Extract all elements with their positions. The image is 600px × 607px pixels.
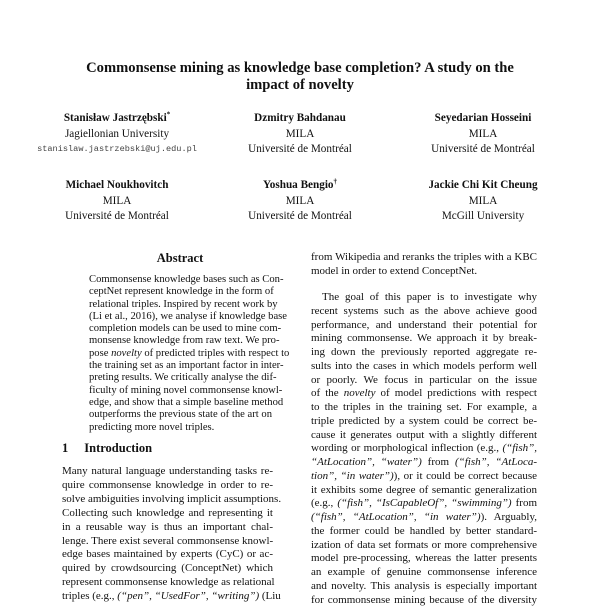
text-segment: edge bases maintained by experts (CyC) or ac- — [62, 548, 273, 560]
text-line — [89, 372, 272, 384]
text-line — [62, 590, 273, 604]
text-segment: ), or it could be correct because — [394, 470, 537, 482]
affiliation-mark: * — [167, 110, 171, 118]
right-paragraph-1 — [311, 251, 537, 278]
text-line — [311, 566, 537, 580]
paper-title — [0, 60, 600, 94]
affiliation-mark: † — [334, 177, 338, 185]
text-line — [89, 335, 272, 347]
text-line — [89, 397, 272, 409]
text-segment: performance, and understand their potential for — [311, 319, 537, 331]
text-line — [89, 409, 272, 421]
author-affiliation: Université de Montréal — [27, 209, 207, 225]
text-line — [311, 265, 537, 279]
author-name-text: Seyedarian Hosseini — [435, 112, 532, 124]
text-line — [311, 360, 537, 374]
title-line: impact of novelty — [0, 77, 600, 94]
author — [27, 111, 207, 158]
text-line — [311, 387, 537, 401]
text-segment: triples (e.g., — [62, 590, 117, 602]
text-line — [89, 422, 272, 434]
text-segment: (Li et al., 2016), we analyse if knowledge base — [89, 311, 287, 322]
text-line — [311, 332, 537, 346]
text-segment: in a reusable way is thus an important chal- — [62, 521, 273, 533]
author-affiliation: MILA — [210, 127, 390, 143]
text-line — [311, 374, 537, 388]
author-name — [27, 178, 207, 194]
text-segment: for commonsense mining because of the diversity — [311, 594, 537, 606]
text-line — [89, 299, 272, 311]
section-number: 1 — [62, 441, 68, 455]
text-line — [311, 525, 537, 539]
text-segment: quired by crowdsourcing (ConceptNet) which — [62, 562, 273, 574]
text-segment: mining commonsense. We approach it by break- — [311, 332, 537, 344]
section-title: Introduction — [84, 441, 152, 455]
abstract-heading: Abstract — [0, 251, 360, 266]
text-line — [62, 479, 273, 493]
text-line — [89, 323, 272, 335]
text-line — [62, 535, 273, 549]
right-paragraph-2 — [311, 291, 537, 607]
italic-text: (“fish”, “AtLocation”, “in water”) — [311, 511, 481, 523]
text-segment: monsense knowledge from raw text. We pro- — [89, 335, 279, 346]
text-line — [62, 493, 273, 507]
text-line — [89, 311, 272, 323]
text-line — [89, 360, 272, 372]
text-segment: an example of genuine commonsense inference — [311, 566, 537, 578]
author-name — [393, 111, 573, 127]
author — [393, 178, 573, 225]
author — [210, 178, 390, 225]
text-line — [311, 429, 537, 443]
text-segment: ization of data set formats or more comprehensive — [311, 539, 537, 551]
text-segment: preting results. We critically analyse the dif- — [89, 372, 277, 383]
italic-text: “AtLocation”, “water”) — [311, 456, 422, 468]
text-segment: ceptNet represent knowledge in the form of — [89, 286, 274, 297]
author-affiliation: MILA — [210, 194, 390, 210]
text-line — [311, 415, 537, 429]
text-segment: represent commonsense knowledge as relational — [62, 576, 275, 588]
text-line — [311, 319, 537, 333]
author-affiliation: Université de Montréal — [210, 209, 390, 225]
text-segment: ficulty of mining novel commonsense knowl- — [89, 385, 282, 396]
author — [27, 178, 207, 225]
text-segment: from — [422, 456, 455, 468]
italic-text: novelty — [111, 348, 142, 359]
author-email[interactable]: stanislaw.jastrzebski@uj.edu.pl — [27, 142, 207, 158]
italic-text: (“pen”, “UsedFor”, “writing”) — [117, 590, 259, 602]
text-segment: recent systems such as the above achieve good — [311, 305, 537, 317]
text-segment: model in order to extend ConceptNet. — [311, 265, 477, 277]
text-line — [311, 346, 537, 360]
text-line — [311, 470, 537, 484]
text-segment: the training set as an important factor in inter- — [89, 360, 284, 371]
text-segment: to the triples in the training set. For example, a — [311, 401, 537, 413]
text-segment: quire commonsense knowledge in order to re- — [62, 479, 273, 491]
author-name-text: Dzmitry Bahdanau — [254, 112, 346, 124]
author-affiliation: MILA — [27, 194, 207, 210]
author-name-text: Michael Noukhovitch — [66, 179, 169, 191]
text-line — [311, 580, 537, 594]
text-line — [89, 274, 272, 286]
text-segment: (Liu — [259, 590, 281, 602]
author-affiliation: Université de Montréal — [393, 142, 573, 158]
text-line — [89, 348, 272, 360]
title-line: Commonsense mining as knowledge base completion? A study on the — [0, 60, 600, 77]
italic-text: (“fish”, — [502, 442, 537, 454]
text-segment: of predicted triples with respect to — [142, 348, 290, 359]
text-line — [311, 539, 537, 553]
text-segment: outperforms the previous state of the art on — [89, 409, 272, 420]
author-name — [393, 178, 573, 194]
text-segment: predicting more novel triples. — [89, 422, 214, 433]
text-segment: it exhibits some degree of semantic generalization — [311, 484, 537, 496]
text-segment: completion models can be used to mine com- — [89, 323, 281, 334]
author-affiliation: MILA — [393, 127, 573, 143]
text-segment: Many natural language understanding tasks re- — [62, 465, 273, 477]
text-line — [311, 594, 537, 607]
italic-text: (“fish”, “IsCapableOf”, “swimming”) — [337, 497, 511, 509]
italic-text: novelty — [344, 387, 376, 399]
text-line — [311, 497, 537, 511]
text-segment: pose — [89, 348, 111, 359]
text-line — [62, 521, 273, 535]
author-name — [210, 178, 390, 194]
author — [210, 111, 390, 158]
text-segment: edge, and show that a simple baseline method — [89, 397, 283, 408]
text-line — [89, 385, 272, 397]
text-segment: wording or morphological inflection (e.g., — [311, 442, 502, 454]
text-segment: Collecting such knowledge and representing it — [62, 507, 273, 519]
italic-text: tion”, “in water”) — [311, 470, 394, 482]
text-segment: relational triples. Inspired by recent work by — [89, 299, 278, 310]
text-line — [311, 511, 537, 525]
text-segment: of the — [311, 387, 344, 399]
italic-text: (“fish”, “AtLoca- — [455, 456, 537, 468]
text-segment: of model predictions with respect — [375, 387, 537, 399]
section-heading-introduction — [62, 441, 152, 456]
text-line — [89, 286, 272, 298]
abstract-body — [89, 274, 272, 434]
text-line — [62, 465, 273, 479]
text-line — [311, 305, 537, 319]
author-affiliation: Jagiellonian University — [27, 127, 207, 143]
author-name-text: Stanisław Jastrzębski — [64, 112, 167, 124]
text-segment: cause it generates output with a slightly different — [311, 429, 537, 441]
text-segment: from Wikipedia and reranks the triples with a KBC — [311, 251, 537, 263]
text-segment: Commonsense knowledge bases such as Con- — [89, 274, 283, 285]
text-segment: solve ambiguities involving implicit assumptions. — [62, 493, 281, 505]
text-line — [311, 401, 537, 415]
text-segment: ing down the previously reported aggregate re- — [311, 346, 537, 358]
text-line — [311, 484, 537, 498]
text-segment: sults into the cases in which models perform well — [311, 360, 537, 372]
text-line — [311, 456, 537, 470]
text-line — [62, 548, 273, 562]
text-segment: and novelty. This analysis is especially important — [311, 580, 537, 592]
author-name — [210, 111, 390, 127]
text-segment: ). Arguably, — [481, 511, 537, 523]
text-segment: The goal of this paper is to investigate why — [322, 291, 537, 303]
text-line — [311, 442, 537, 456]
author-affiliation: MILA — [393, 194, 573, 210]
text-line — [62, 562, 273, 576]
author-affiliation: McGill University — [393, 209, 573, 225]
text-segment: triple predicted by a system could be correct be- — [311, 415, 537, 427]
text-line — [62, 507, 273, 521]
author — [393, 111, 573, 158]
author-name-text: Jackie Chi Kit Cheung — [428, 179, 537, 191]
author-name-text: Yoshua Bengio — [263, 179, 334, 191]
text-segment: model pre-processing, whereas the latter presents — [311, 552, 537, 564]
author-affiliation: Université de Montréal — [210, 142, 390, 158]
text-line — [311, 291, 537, 305]
text-segment: the former could be handled by better standard- — [311, 525, 537, 537]
text-line — [62, 576, 273, 590]
text-segment: lenge. There exist several commonsense knowl- — [62, 535, 273, 547]
text-segment: from — [512, 497, 537, 509]
text-line — [311, 251, 537, 265]
text-segment: (e.g., — [311, 497, 337, 509]
text-line — [311, 552, 537, 566]
text-segment: or poorly. We focus in particular on the issue — [311, 374, 537, 386]
introduction-body — [62, 465, 273, 604]
author-name — [27, 111, 207, 127]
